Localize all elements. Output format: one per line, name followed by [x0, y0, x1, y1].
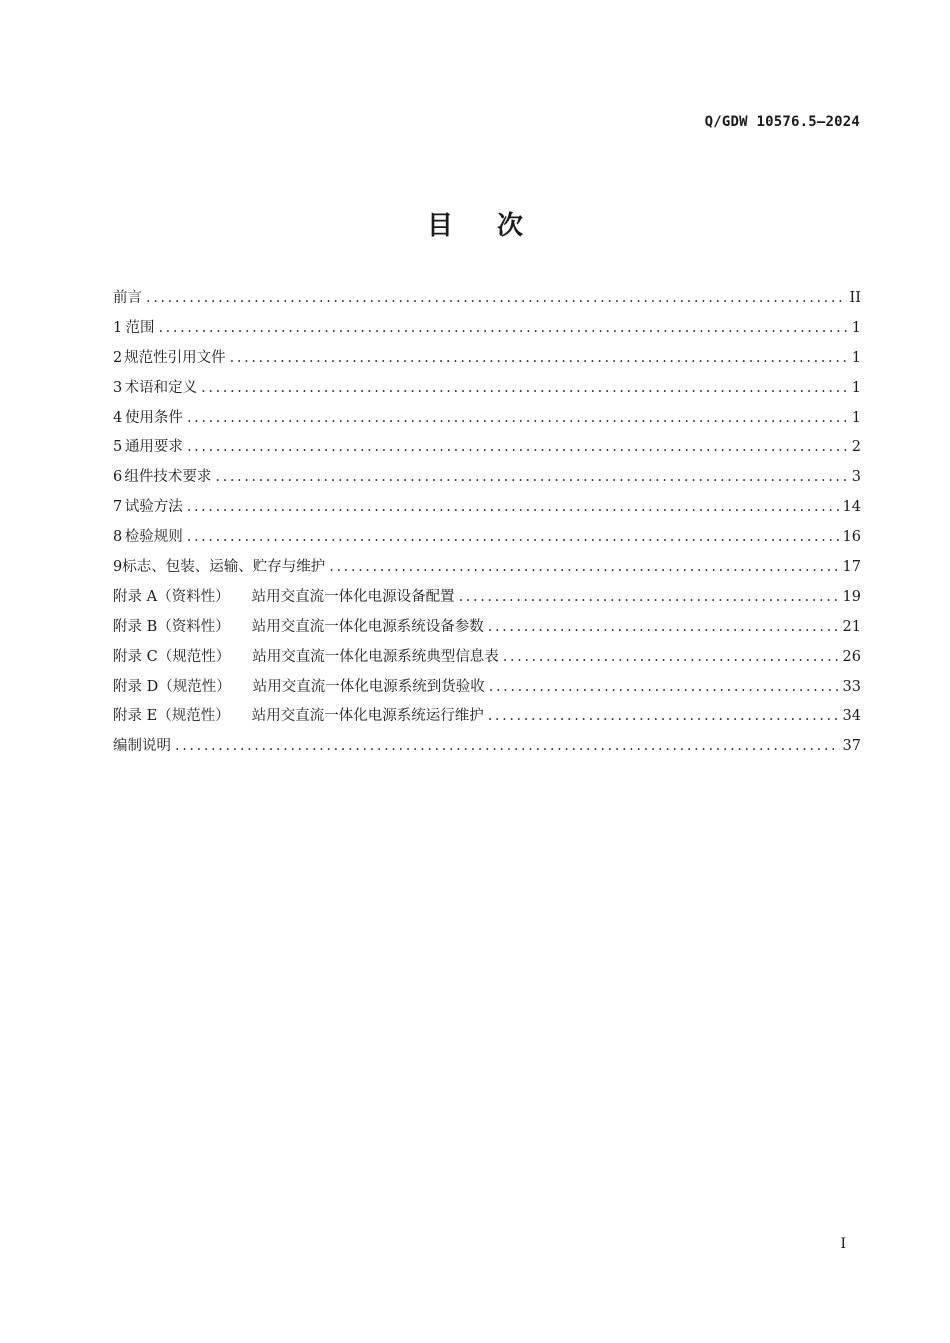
toc-entry-page: 21	[842, 618, 861, 635]
toc-entry-label: 标志、包装、运输、贮存与维护	[122, 559, 326, 576]
toc-leader-dots	[230, 344, 849, 374]
toc-entry-page: 1	[851, 319, 861, 336]
page-number: I	[840, 1236, 846, 1252]
toc-leader-dots	[201, 374, 849, 404]
toc-leader-dots	[329, 553, 839, 583]
toc-leader-dots	[187, 404, 849, 434]
appendix-title: 站用交直流一体化电源系统设备参数	[251, 618, 484, 635]
toc-entry-7[interactable]	[113, 493, 861, 523]
toc-entry-label: 编制说明	[113, 738, 171, 755]
toc-entry-foreword[interactable]	[113, 284, 861, 314]
appendix-title: 站用交直流一体化电源系统运行维护	[251, 708, 484, 725]
appendix-label: 附录 A（资料性）	[113, 588, 230, 605]
toc-entry-appendix-e[interactable]	[113, 702, 861, 732]
toc-entry-page: 1	[851, 409, 861, 426]
toc-entry-1[interactable]	[113, 314, 861, 344]
toc-leader-dots	[187, 523, 840, 553]
toc-entry-label: 组件技术要求	[124, 469, 212, 486]
toc-entry-appendix-c[interactable]	[113, 643, 861, 673]
toc-entry-page: 1	[851, 379, 861, 396]
toc-leader-dots	[175, 732, 840, 762]
toc-entry-6[interactable]	[113, 463, 861, 493]
toc-entry-number: 9	[113, 559, 123, 576]
toc-leader-dots	[489, 673, 840, 703]
appendix-label: 附录 B（资料性）	[113, 618, 230, 635]
toc-entry-page: 33	[842, 678, 861, 695]
toc-entry-compilation-notes[interactable]	[113, 732, 861, 762]
toc-entry-label: 规范性引用文件	[124, 349, 226, 366]
toc-entry-label	[113, 702, 484, 732]
appendix-title: 站用交直流一体化电源系统到货验收	[252, 678, 485, 695]
toc-entry-page: 1	[851, 349, 861, 366]
toc-entry-appendix-d[interactable]	[113, 673, 861, 703]
toc-entry-4[interactable]	[113, 404, 861, 434]
toc-entry-page: 16	[842, 529, 861, 546]
title-char-1: 目	[426, 211, 453, 241]
toc-entry-5[interactable]	[113, 433, 861, 463]
toc-entry-label: 通用要求	[124, 439, 183, 456]
appendix-label: 附录 C（规范性）	[113, 648, 231, 665]
toc-entry-appendix-a[interactable]	[113, 583, 861, 613]
appendix-label: 附录 D（规范性）	[113, 678, 231, 695]
toc-entry-label: 使用条件	[124, 409, 183, 426]
toc-entry-page: 3	[851, 469, 861, 486]
toc-leader-dots	[488, 613, 840, 643]
toc-entry-8[interactable]	[113, 523, 861, 553]
appendix-title: 站用交直流一体化电源系统典型信息表	[252, 648, 499, 665]
toc-entry-page: 34	[842, 708, 861, 725]
toc-entry-number: 7	[113, 499, 123, 516]
toc-leader-dots	[503, 643, 840, 673]
document-code: Q/GDW 10576.5—2024	[704, 114, 860, 130]
toc-entry-label	[113, 583, 455, 613]
toc-entry-number: 6	[113, 469, 123, 486]
toc-leader-dots	[146, 284, 847, 314]
toc-leader-dots	[158, 314, 848, 344]
toc-entry-number: 3	[113, 379, 123, 396]
toc-entry-label	[113, 643, 499, 673]
toc-entry-number: 8	[113, 529, 123, 546]
toc-entry-page: 14	[842, 499, 861, 516]
toc-entry-label: 试验方法	[124, 499, 183, 516]
toc-leader-dots	[215, 463, 848, 493]
toc-entry-2[interactable]	[113, 344, 861, 374]
toc-entry-label: 术语和定义	[124, 379, 198, 396]
toc-leader-dots	[459, 583, 840, 613]
toc-entry-page: 2	[851, 439, 861, 456]
toc-leader-dots	[488, 702, 840, 732]
toc-leader-dots	[187, 493, 840, 523]
toc-entry-number: 5	[113, 439, 123, 456]
title-char-2: 次	[497, 211, 524, 241]
toc-entry-label	[113, 613, 484, 643]
toc-entry-label: 范围	[125, 319, 155, 336]
toc-entry-label: 检验规则	[124, 529, 183, 546]
toc-entry-3[interactable]	[113, 374, 861, 404]
toc-entry-page: 37	[842, 738, 861, 755]
toc-leader-dots	[187, 433, 849, 463]
page-title	[0, 205, 950, 242]
table-of-contents	[113, 284, 861, 762]
toc-entry-label: 前言	[113, 290, 142, 306]
toc-entry-number: 4	[113, 409, 123, 426]
toc-entry-appendix-b[interactable]	[113, 613, 861, 643]
appendix-title: 站用交直流一体化电源设备配置	[251, 588, 455, 605]
toc-entry-page: 26	[842, 648, 861, 665]
appendix-label: 附录 E（规范性）	[113, 708, 230, 725]
toc-entry-9[interactable]	[113, 553, 861, 583]
toc-entry-number: 1	[113, 319, 123, 336]
toc-entry-number: 2	[113, 349, 123, 366]
toc-entry-label	[113, 673, 485, 703]
toc-entry-page: 17	[842, 559, 861, 576]
toc-entry-page: II	[849, 290, 861, 306]
toc-entry-page: 19	[842, 588, 861, 605]
